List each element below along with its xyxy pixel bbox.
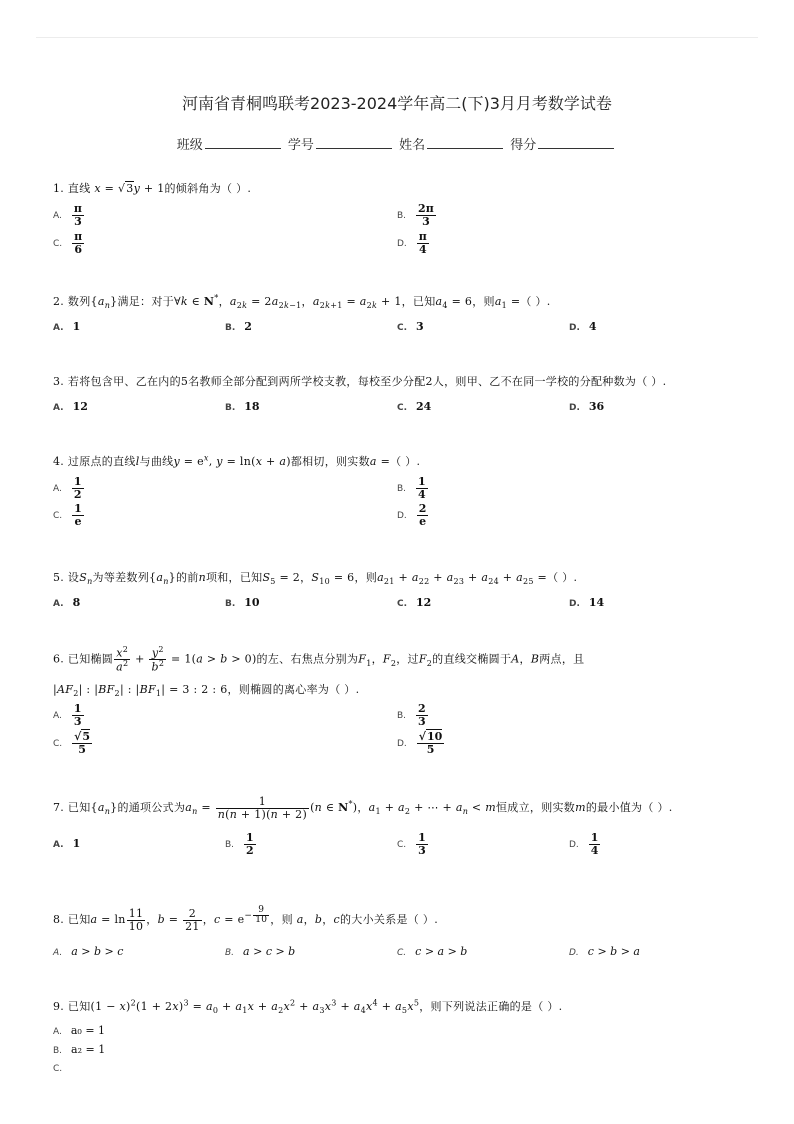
question-8: 8. 已知a = ln $\frac{11}{10}$ ，b = $\frac{2}{21}$ ，$c = e^{- \frac{9}{10}}$ ，则 a，b，c的大小关系是（ ）. xyxy=(53,905,438,933)
option-3d[interactable]: D. 36 xyxy=(569,400,605,413)
question-number: 1. xyxy=(53,182,65,195)
option-2a[interactable]: A. 1 xyxy=(53,320,81,333)
option-2b[interactable]: B. 2 xyxy=(225,320,252,333)
score-blank[interactable] xyxy=(538,136,614,149)
option-8b[interactable]: B. a > c > b xyxy=(225,945,296,958)
top-rule xyxy=(36,37,758,38)
option-1d[interactable]: D. $\frac{\pi}{4}$ xyxy=(397,230,427,256)
option-4d[interactable]: D. $\frac{2}{e}$ xyxy=(397,502,427,528)
math-expr: x xyxy=(94,182,101,195)
question-1: 1. 直线 x = √3y + 1的倾斜角为（ ）. xyxy=(53,182,252,195)
class-label: 班级 xyxy=(176,138,203,153)
option-3c[interactable]: C. 24 xyxy=(397,400,432,413)
option-2d[interactable]: D. 4 xyxy=(569,320,597,333)
option-6d[interactable]: D. $\frac{√10}{5}$ xyxy=(397,730,443,756)
option-7a[interactable]: A. 1 xyxy=(53,837,81,850)
option-6b[interactable]: B. $\frac{2}{3}$ xyxy=(397,702,426,728)
option-9b[interactable]: B. a₂ = 1 xyxy=(53,1043,106,1056)
question-text: 直线 xyxy=(67,182,91,195)
option-5b[interactable]: B. 10 xyxy=(225,596,260,609)
option-9c[interactable]: C. xyxy=(53,1064,63,1074)
option-2c[interactable]: C. 3 xyxy=(397,320,424,333)
option-8a[interactable]: A. a > b > c xyxy=(53,945,124,958)
name-blank[interactable] xyxy=(427,136,503,149)
option-7c[interactable]: C. $\frac{1}{3}$ xyxy=(397,831,426,857)
option-9a[interactable]: A. a₀ = 1 xyxy=(53,1024,106,1037)
option-4b[interactable]: B. $\frac{1}{4}$ xyxy=(397,475,426,501)
page-title: 河南省青桐鸣联考2023-2024学年高二(下)3月月考数学试卷 xyxy=(182,94,612,113)
option-3a[interactable]: A. 12 xyxy=(53,400,88,413)
question-9: 9. 已知$(1 - x)^2(1 + 2x)^3 = a_0 + a_1x + a_2x^2 + a_3x^3 + a_4x^4 + a_5x^5$，则下列说法正确的是（ ）. xyxy=(53,998,563,1016)
option-1a[interactable]: A. $\frac{\pi}{3}$ xyxy=(53,202,82,228)
student-info-line xyxy=(0,134,794,153)
question-2: 2. 数列$\{a_n\}$满足：对于∀k ∈ N*，$a_{2k} = 2a_{2k-1}$，$a_{2k+1} = a_{2k} + 1$，已知$a_4 = 6$，则$a_1$ =（ ）. xyxy=(53,293,551,311)
option-7b[interactable]: B. $\frac{1}{2}$ xyxy=(225,831,254,857)
option-4c[interactable]: C. $\frac{1}{e}$ xyxy=(53,502,82,528)
student-id-blank[interactable] xyxy=(316,136,392,149)
option-6c[interactable]: C. $\frac{√5}{5}$ xyxy=(53,730,91,756)
option-1b[interactable]: B. $\frac{2\pi}{3}$ xyxy=(397,202,434,228)
option-1c[interactable]: C. $\frac{\pi}{6}$ xyxy=(53,230,83,256)
name-label: 姓名 xyxy=(399,138,426,153)
class-blank[interactable] xyxy=(205,136,281,149)
question-text: 的倾斜角为（ ）. xyxy=(164,182,252,195)
question-7: 7. 已知$\{a_n\}$的通项公式为$a_n$ = $\frac{1}{n(n + 1)(n + 2)}$ (n ∈ N*)，$a_1 + a_2$ + ⋯ + $a_n < m$恒成立，则实数m的最小值为（ ）. xyxy=(53,795,673,821)
option-8d[interactable]: D. c > b > a xyxy=(569,945,640,958)
question-4: 4. 过原点的直线l与曲线$y = e^x$, y = ln(x + a)都相切，则实数a =（ ）. xyxy=(53,453,421,468)
option-5a[interactable]: A. 8 xyxy=(53,596,81,609)
question-6-line-2: $|AF_2|$ : $|BF_2|$ : $|BF_1| = 3$ : 2 : 6，则椭圆的离心率为（ ）. xyxy=(53,683,360,699)
option-5c[interactable]: C. 12 xyxy=(397,596,432,609)
option-6a[interactable]: A. $\frac{1}{3}$ xyxy=(53,702,82,728)
option-3b[interactable]: B. 18 xyxy=(225,400,260,413)
question-5: 5. 设$S_n$为等差数列$\{a_n\}$的前n项和，已知$S_5 = 2$，$S_{10} = 6$，则$a_{21} + a_{22} + a_{23} + a_{24} + a_{25}$ =（ ）. xyxy=(53,571,578,587)
option-4a[interactable]: A. $\frac{1}{2}$ xyxy=(53,475,82,501)
score-label: 得分 xyxy=(510,138,537,153)
student-id-label: 学号 xyxy=(287,138,314,153)
question-3: 3. 若将包含甲、乙在内的5名教师全部分配到两所学校支教，每校至少分配2人，则甲、乙不在同一学校的分配种数为（ ）. xyxy=(53,375,667,388)
question-6: 6. 已知椭圆 $\frac{x^2}{a^2}$ + $\frac{y^2}{b^2}$ = 1(a > b > 0)的左、右焦点分别为$F_1$，$F_2$，过$F_2$的直线交椭圆于A，B两点，且 xyxy=(53,645,585,674)
option-5d[interactable]: D. 14 xyxy=(569,596,605,609)
option-8c[interactable]: C. c > a > b xyxy=(397,945,468,958)
option-7d[interactable]: D. $\frac{1}{4}$ xyxy=(569,831,599,857)
